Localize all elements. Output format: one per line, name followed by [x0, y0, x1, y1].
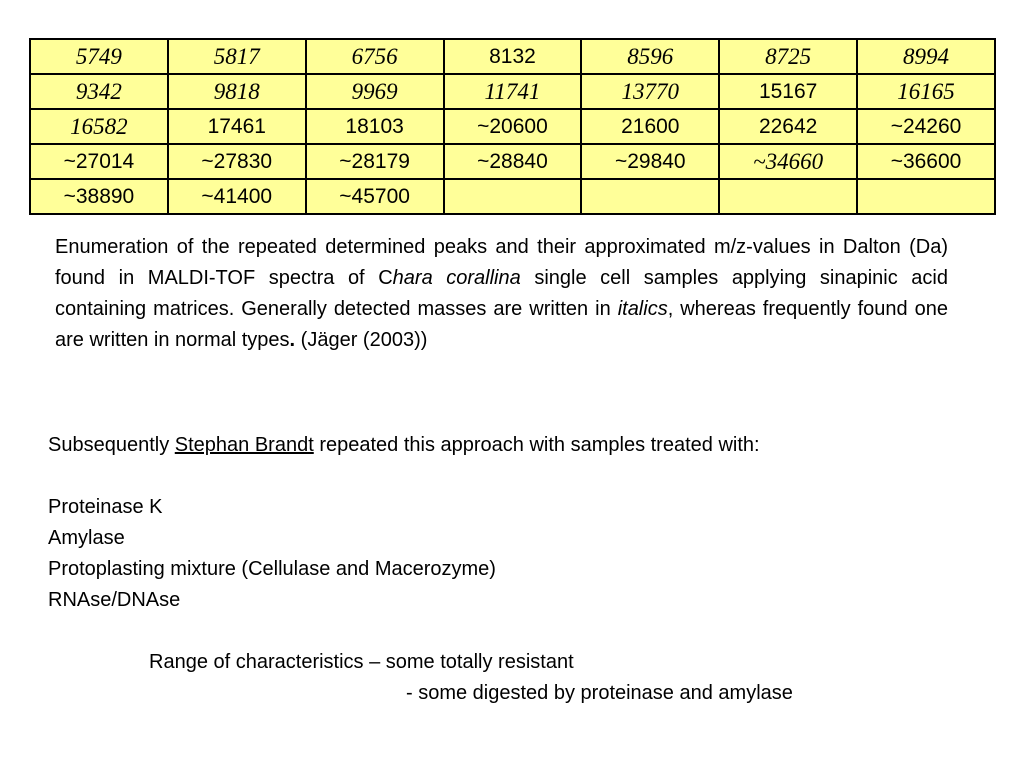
peak-mass-cell: ~28840 — [444, 144, 582, 179]
treatment-protoplasting-mixture: Protoplasting mixture (Cellulase and Macerozyme) — [48, 558, 496, 580]
peak-mass-cell: 9969 — [306, 74, 444, 109]
blank-line — [48, 461, 1008, 492]
peak-table-body — [30, 39, 995, 214]
intro-after: repeated this approach with samples treated with: — [313, 434, 760, 456]
peak-mass-cell: 11741 — [444, 74, 582, 109]
treatment-proteinase-k: Proteinase K — [48, 496, 163, 518]
peak-mass-cell: 6756 — [306, 39, 444, 74]
peak-mass-cell: 9818 — [168, 74, 306, 109]
empty-cell — [719, 179, 857, 214]
peak-mass-cell: 15167 — [719, 74, 857, 109]
peak-mass-cell: 22642 — [719, 109, 857, 144]
caption-italics-word: italics — [617, 298, 668, 320]
empty-cell — [444, 179, 582, 214]
peak-mass-cell: 21600 — [581, 109, 719, 144]
peak-mass-cell: ~27014 — [30, 144, 168, 179]
peak-mass-cell: 5749 — [30, 39, 168, 74]
empty-cell — [581, 179, 719, 214]
caption-text-part2: single cell samples applying sinapinic acid containing matrices. Generally detected masses are written in — [55, 267, 948, 320]
treatment-amylase: Amylase — [48, 527, 125, 549]
treatment-rnase-dnase: RNAse/DNAse — [48, 589, 181, 611]
range-line-2: - some digested by proteinase and amylase — [406, 682, 793, 704]
intro-line — [48, 430, 1008, 461]
caption-citation: (Jäger (2003)) — [295, 329, 428, 351]
peak-mass-cell: 16165 — [857, 74, 995, 109]
table-row — [30, 74, 995, 109]
peak-mass-cell: 5817 — [168, 39, 306, 74]
range-line-1: Range of characteristics – some totally resistant — [149, 651, 574, 673]
stephan-brandt-link[interactable]: Stephan Brandt — [174, 434, 314, 456]
peak-mass-cell: 16582 — [30, 109, 168, 144]
table-row — [30, 144, 995, 179]
peak-mass-cell: ~34660 — [719, 144, 857, 179]
empty-cell — [857, 179, 995, 214]
peak-mass-cell: 17461 — [168, 109, 306, 144]
peak-mass-cell: ~38890 — [30, 179, 168, 214]
peak-table — [29, 38, 996, 215]
peak-mass-cell: 8725 — [719, 39, 857, 74]
table-caption — [55, 232, 948, 356]
caption-text-part1: Enumeration of the repeated determined peaks and their approximated m/z-values in Dalton (Da) found in MALDI-TOF spectra of C — [55, 236, 948, 289]
peak-mass-cell: 8132 — [444, 39, 582, 74]
peak-mass-cell: ~20600 — [444, 109, 582, 144]
peak-mass-cell: ~41400 — [168, 179, 306, 214]
intro-before: Subsequently — [48, 434, 175, 456]
peak-mass-cell: ~27830 — [168, 144, 306, 179]
table-row — [30, 109, 995, 144]
peak-mass-cell: ~29840 — [581, 144, 719, 179]
peak-mass-cell: ~36600 — [857, 144, 995, 179]
peak-mass-cell: 18103 — [306, 109, 444, 144]
peak-mass-cell: ~28179 — [306, 144, 444, 179]
table-row — [30, 179, 995, 214]
blank-line — [48, 616, 1008, 647]
table-row — [30, 39, 995, 74]
caption-period: . — [289, 329, 296, 351]
peak-mass-cell: 8994 — [857, 39, 995, 74]
peak-mass-cell: 8596 — [581, 39, 719, 74]
caption-species-name: hara corallina — [392, 267, 521, 289]
peak-mass-cell: 13770 — [581, 74, 719, 109]
peak-mass-cell: 9342 — [30, 74, 168, 109]
body-text — [48, 430, 1008, 709]
peak-mass-cell: ~24260 — [857, 109, 995, 144]
caption-text-part3: , whereas frequently found one are written in normal types — [55, 298, 948, 351]
peak-mass-cell: ~45700 — [306, 179, 444, 214]
